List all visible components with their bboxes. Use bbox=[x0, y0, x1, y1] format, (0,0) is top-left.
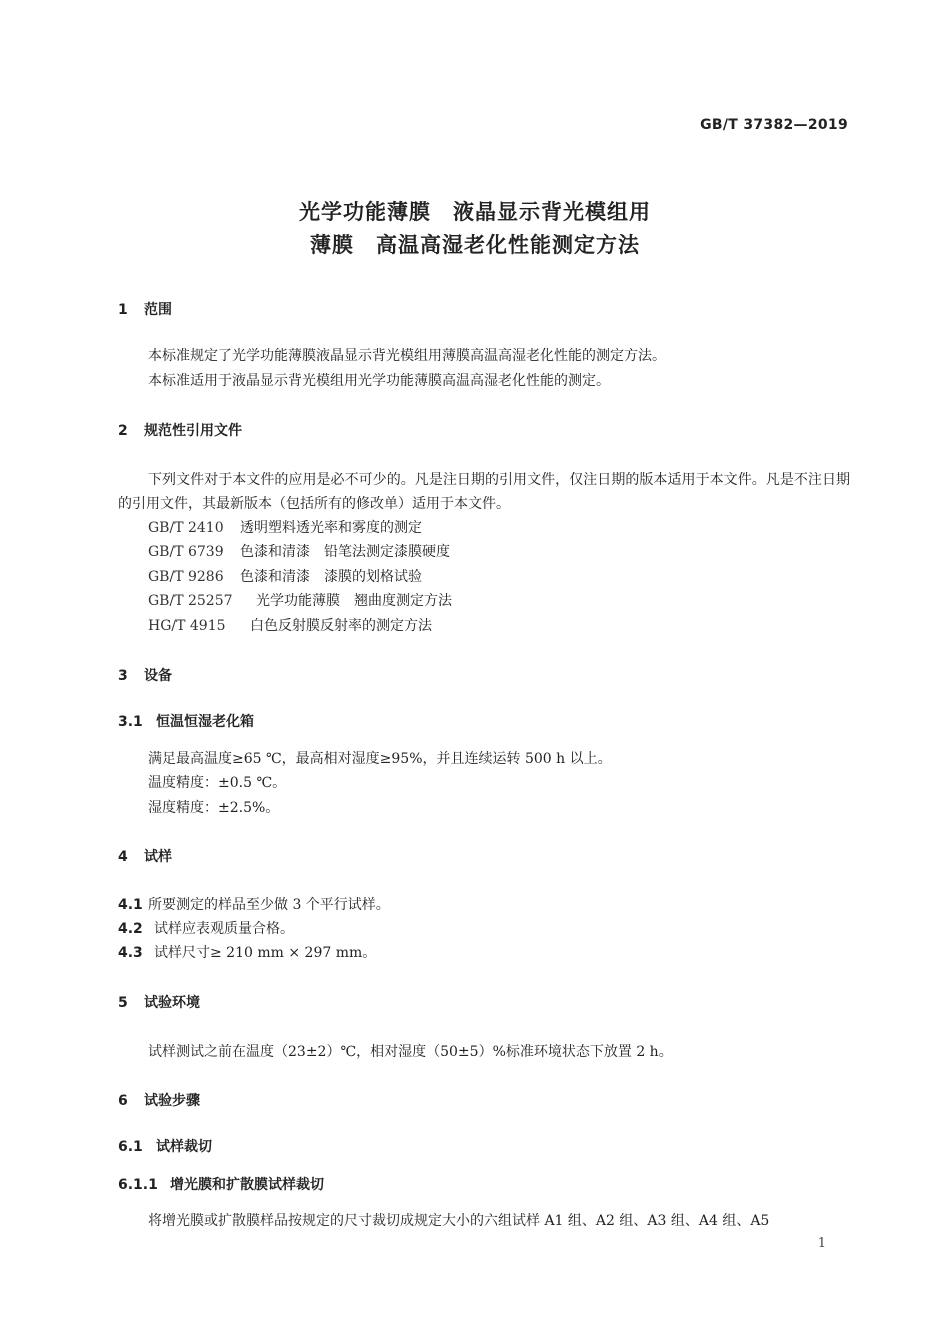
sample-requirement-item bbox=[118, 941, 376, 965]
sample-cutting-text: 将增光膜或扩散膜样品按规定的尺寸裁切成规定大小的六组试样 A1 组、A2 组、A3 组、A4 组、A5 bbox=[148, 1213, 770, 1229]
page-number: 1 bbox=[817, 1236, 826, 1251]
item-number: 4.2 bbox=[118, 921, 143, 937]
sample-requirement-item bbox=[118, 893, 390, 917]
section-3-heading bbox=[118, 665, 172, 685]
reference-item bbox=[148, 540, 450, 564]
section-number: 6.1.1 bbox=[118, 1177, 158, 1193]
sample-requirement-item bbox=[118, 917, 294, 941]
section-6-1-heading bbox=[118, 1136, 212, 1156]
reference-title: 光学功能薄膜 翘曲度测定方法 bbox=[256, 593, 452, 609]
scope-paragraph-1: 本标准规定了光学功能薄膜液晶显示背光模组用薄膜高温高湿老化性能的测定方法。 bbox=[148, 348, 666, 364]
section-number: 6.1 bbox=[118, 1139, 143, 1155]
item-number: 4.1 bbox=[118, 897, 143, 913]
section-title: 试样 bbox=[144, 849, 172, 865]
references-intro-paragraph: 下列文件对于本文件的应用是必不可少的。凡是注日期的引用文件，仅注日期的版本适用于本文件。凡是不注日期的引用文件，其最新版本（包括所有的修改单）适用于本文件。 bbox=[118, 472, 850, 512]
item-text: 所要测定的样品至少做 3 个平行试样。 bbox=[148, 897, 390, 913]
section-title: 范围 bbox=[144, 302, 172, 318]
section-3-1-heading bbox=[118, 711, 254, 731]
item-text: 试样尺寸≥ 210 mm × 297 mm。 bbox=[154, 945, 377, 961]
section-4-heading bbox=[118, 846, 172, 866]
equipment-spec-line: 温度精度：±0.5 ℃。 bbox=[148, 775, 287, 791]
reference-code: HG/T 4915 bbox=[148, 618, 226, 634]
section-number: 2 bbox=[118, 423, 128, 439]
item-number: 4.3 bbox=[118, 945, 143, 961]
reference-title: 色漆和清漆 铅笔法测定漆膜硬度 bbox=[240, 544, 450, 560]
section-6-heading bbox=[118, 1090, 200, 1110]
reference-item bbox=[148, 565, 422, 589]
section-2-heading bbox=[118, 420, 242, 440]
reference-item bbox=[148, 516, 422, 540]
test-environment-text: 试样测试之前在温度（23±2）℃，相对湿度（50±5）%标准环境状态下放置 2 h。 bbox=[148, 1044, 673, 1060]
reference-title: 透明塑料透光率和雾度的测定 bbox=[240, 520, 422, 536]
section-number: 6 bbox=[118, 1093, 128, 1109]
reference-code: GB/T 6739 bbox=[148, 544, 224, 560]
section-title: 设备 bbox=[144, 668, 172, 684]
section-title: 试样裁切 bbox=[156, 1139, 212, 1155]
equipment-spec-line: 湿度精度：±2.5%。 bbox=[148, 800, 280, 816]
document-title-line-1: 光学功能薄膜 液晶显示背光模组用 bbox=[299, 200, 651, 224]
section-number: 4 bbox=[118, 849, 128, 865]
reference-item bbox=[148, 589, 452, 613]
section-number: 3 bbox=[118, 668, 128, 684]
section-title: 试验环境 bbox=[144, 995, 200, 1011]
reference-item bbox=[148, 614, 432, 638]
section-5-heading bbox=[118, 992, 200, 1012]
section-title: 恒温恒湿老化箱 bbox=[156, 714, 254, 730]
section-number: 5 bbox=[118, 995, 128, 1011]
section-title: 规范性引用文件 bbox=[144, 423, 242, 439]
section-1-heading bbox=[118, 299, 172, 319]
reference-code: GB/T 9286 bbox=[148, 569, 224, 585]
section-title: 增光膜和扩散膜试样裁切 bbox=[170, 1177, 324, 1193]
reference-code: GB/T 2410 bbox=[148, 520, 224, 536]
reference-title: 白色反射膜反射率的测定方法 bbox=[250, 618, 432, 634]
section-title: 试验步骤 bbox=[144, 1093, 200, 1109]
section-number: 3.1 bbox=[118, 714, 143, 730]
standard-code: GB/T 37382—2019 bbox=[700, 117, 848, 133]
reference-title: 色漆和清漆 漆膜的划格试验 bbox=[240, 569, 422, 585]
scope-paragraph-2: 本标准适用于液晶显示背光模组用光学功能薄膜高温高湿老化性能的测定。 bbox=[148, 373, 610, 389]
equipment-spec-line: 满足最高温度≥65 ℃，最高相对湿度≥95%，并且连续运转 500 h 以上。 bbox=[148, 751, 612, 767]
reference-code: GB/T 25257 bbox=[148, 593, 233, 609]
document-title-line-2: 薄膜 高温高湿老化性能测定方法 bbox=[310, 233, 640, 257]
item-text: 试样应表观质量合格。 bbox=[154, 921, 294, 937]
section-number: 1 bbox=[118, 302, 128, 318]
section-6-1-1-heading bbox=[118, 1174, 324, 1194]
